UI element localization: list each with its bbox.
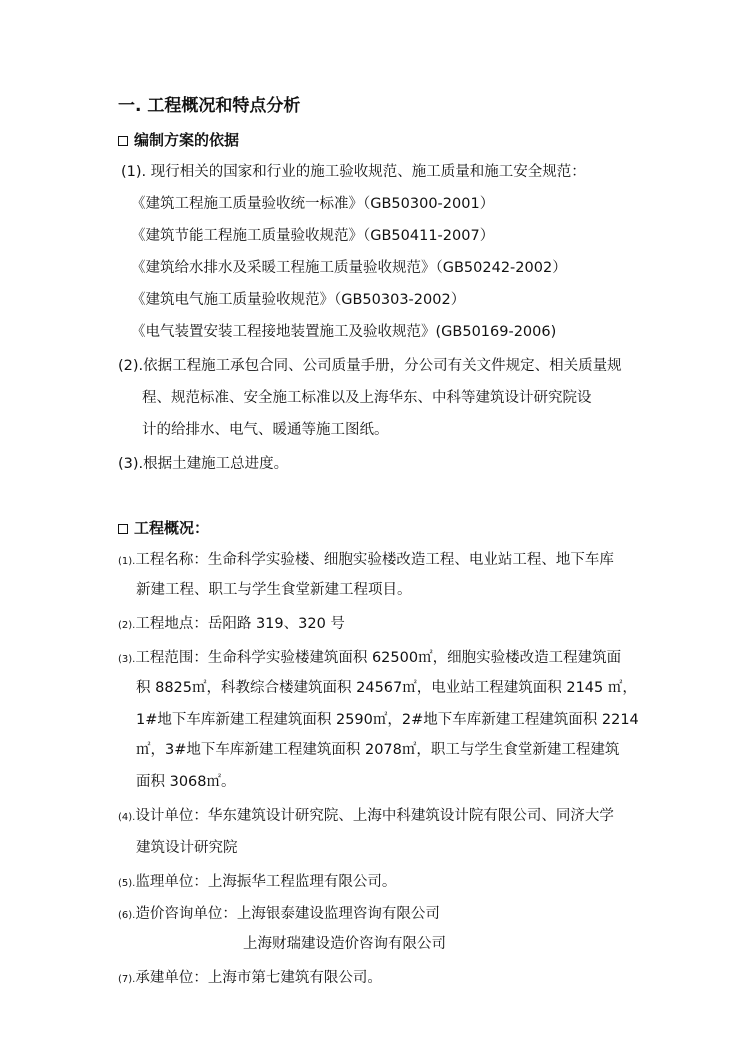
item-text: 承建单位：上海市第七建筑有限公司。	[135, 970, 382, 986]
standard-1: 《建筑工程施工质量验收统一标准》（GB50300-2001）	[131, 196, 495, 212]
item-text: 造价咨询单位：上海银泰建设监理咨询有限公司	[135, 906, 440, 922]
basis-heading	[118, 130, 239, 150]
overview-item-6	[118, 904, 440, 926]
standard-5: 《电气装置安装工程接地装置施工及验收规范》(GB50169-2006)	[131, 324, 557, 340]
overview-item-4	[118, 806, 614, 828]
overview-item-6-cont: 上海财瑞建设造价咨询有限公司	[243, 936, 446, 952]
item-number: (6).	[118, 910, 136, 921]
item-number: (7).	[118, 974, 136, 985]
item-number: (2).	[118, 620, 136, 631]
overview-item-1	[118, 550, 614, 572]
overview-item-1-cont: 新建工程、职工与学生食堂新建工程项目。	[136, 582, 412, 598]
item-text: 设计单位：华东建筑设计研究院、上海中科建筑设计院有限公司、同济大学	[135, 808, 614, 824]
overview-item-3-cont-1: 积 8825㎡，科教综合楼建筑面积 24567㎡，电业站工程建筑面积 2145 ㎡，	[136, 680, 637, 696]
overview-item-4-cont: 建筑设计研究院	[136, 840, 238, 856]
overview-item-3	[118, 648, 621, 670]
overview-item-3-cont-4: 面积 3068㎡。	[136, 774, 236, 790]
overview-item-7	[118, 968, 382, 990]
item-text: 监理单位：上海振华工程监理有限公司。	[135, 874, 397, 890]
standard-2: 《建筑节能工程施工质量验收规范》（GB50411-2007）	[131, 228, 495, 244]
basis-item-2-line-3: 计的给排水、电气、暖通等施工图纸。	[142, 422, 389, 438]
item-text: 工程范围：生命科学实验楼建筑面积 62500㎡，细胞实验楼改造工程建筑面	[135, 650, 622, 666]
basis-item-1: (1). 现行相关的国家和行业的施工验收规范、施工质量和施工安全规范：	[121, 164, 586, 180]
overview-heading	[118, 518, 209, 538]
section-title: 一. 工程概况和特点分析	[118, 96, 301, 116]
item-text: 工程地点：岳阳路 319、320 号	[135, 616, 345, 632]
basis-item-2-line-1: (2).依据工程施工承包合同、公司质量手册，分公司有关文件规定、相关质量规	[118, 358, 622, 374]
item-text: 工程名称：生命科学实验楼、细胞实验楼改造工程、电业站工程、地下车库	[135, 552, 614, 568]
overview-item-5	[118, 872, 396, 894]
basis-item-2-line-2: 程、规范标准、安全施工标准以及上海华东、中科等建筑设计研究院设	[142, 390, 592, 406]
basis-item-3: (3).根据土建施工总进度。	[118, 456, 289, 472]
item-number: (3).	[118, 654, 136, 665]
standard-3: 《建筑给水排水及采暖工程施工质量验收规范》（GB50242-2002）	[131, 260, 567, 276]
overview-item-3-cont-2: 1#地下车库新建工程建筑面积 2590㎡，2#地下车库新建工程建筑面积 2214	[136, 712, 639, 728]
item-number: (4).	[118, 812, 136, 823]
overview-heading-text: 工程概况：	[134, 519, 210, 537]
checkbox-square-icon	[118, 136, 128, 146]
item-number: (5).	[118, 878, 136, 889]
item-number: (1).	[118, 556, 136, 567]
basis-heading-text: 编制方案的依据	[134, 131, 240, 149]
overview-item-2	[118, 614, 345, 636]
overview-item-3-cont-3: ㎡，3#地下车库新建工程建筑面积 2078㎡，职工与学生食堂新建工程建筑	[136, 742, 620, 758]
standard-4: 《建筑电气施工质量验收规范》（GB50303-2002）	[131, 292, 466, 308]
checkbox-square-icon	[118, 524, 128, 534]
